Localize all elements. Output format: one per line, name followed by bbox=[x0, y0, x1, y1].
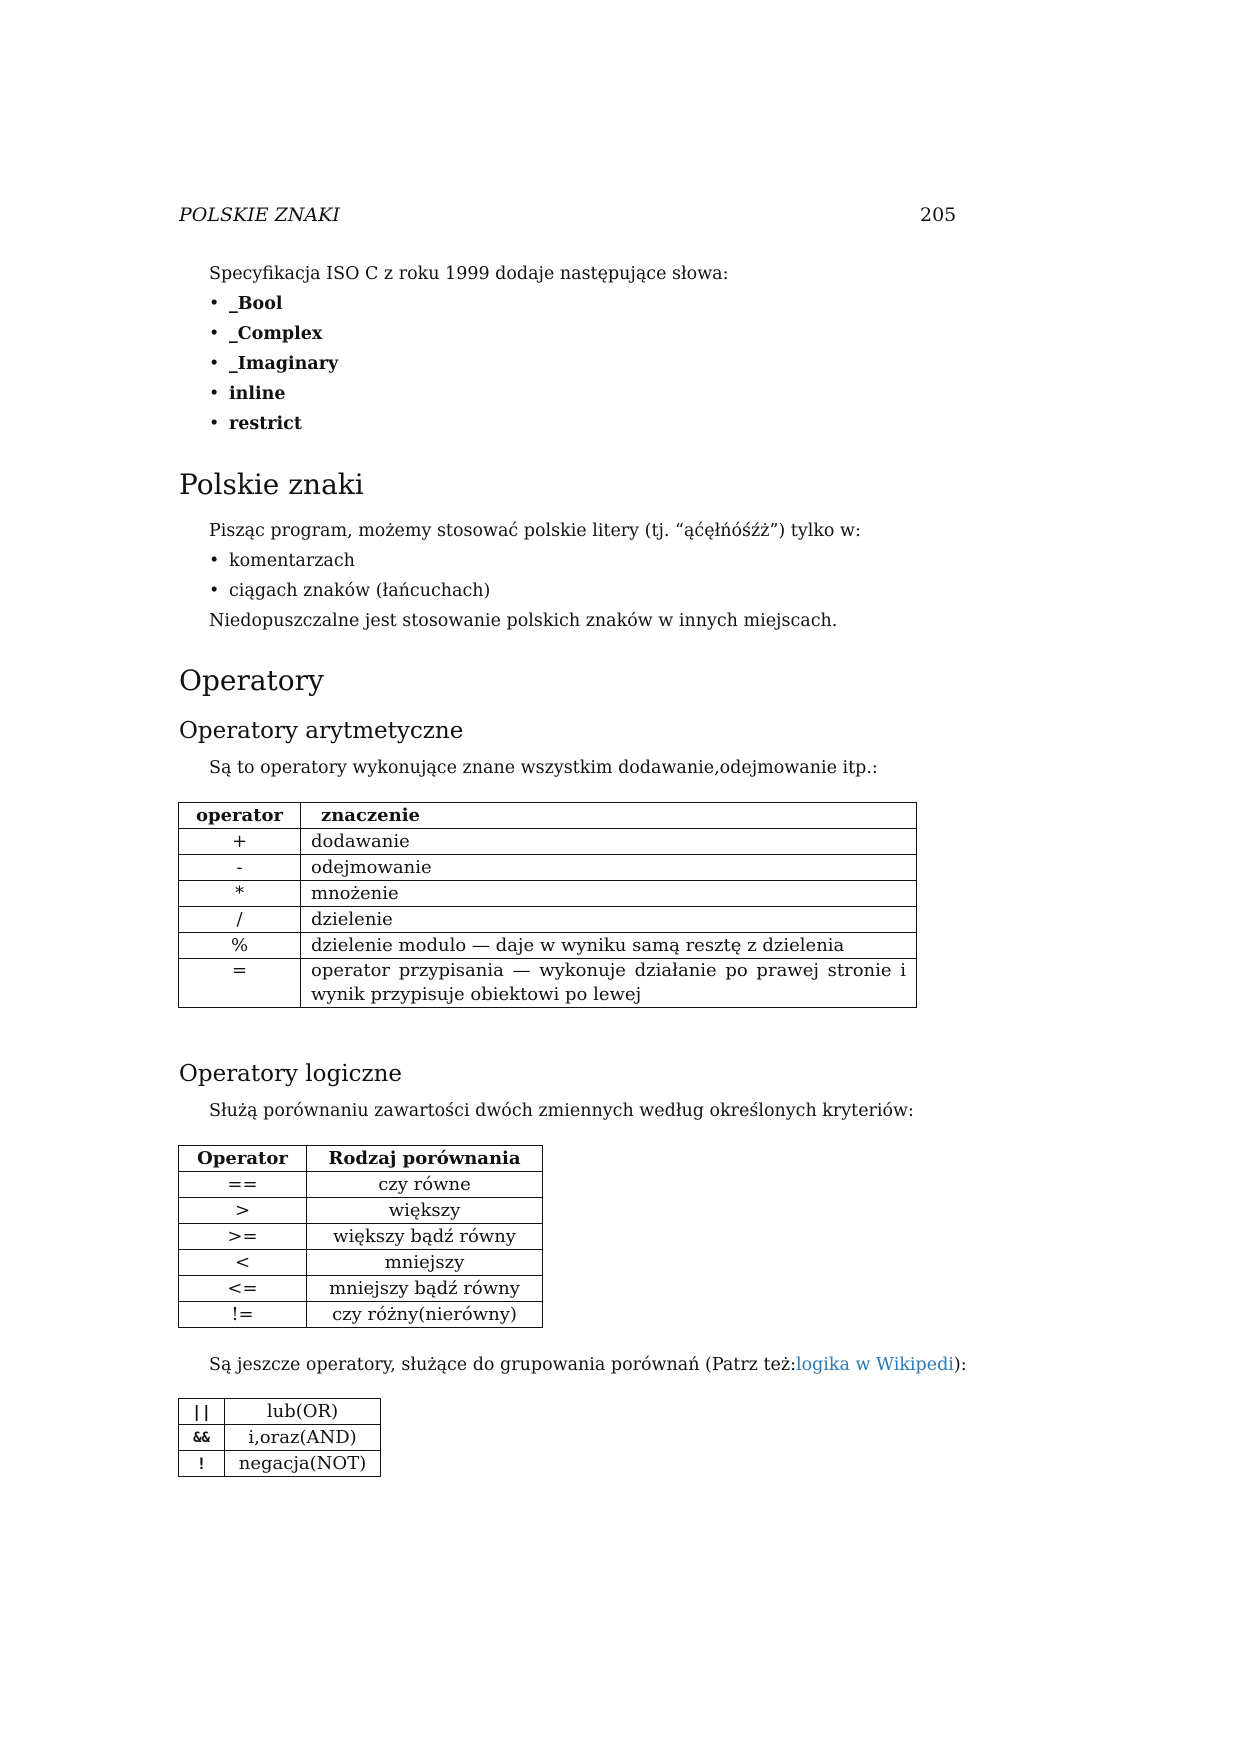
table-row bbox=[179, 959, 917, 1008]
meaning-cell: mnożenie bbox=[301, 881, 917, 907]
table-header-row bbox=[179, 1146, 543, 1172]
grouping-intro-text: Są jeszcze operatory, służące do grupowania porównań (Patrz też: bbox=[209, 1355, 796, 1375]
operator-cell: * bbox=[179, 881, 301, 907]
section-heading-operatory: Operatory bbox=[179, 664, 324, 697]
table-row bbox=[179, 881, 917, 907]
list-item-text: ciągach znaków (łańcuchach) bbox=[229, 581, 491, 601]
list-item: • ciągach znaków (łańcuchach) bbox=[209, 581, 491, 601]
table-row bbox=[179, 1399, 381, 1425]
table-row bbox=[179, 933, 917, 959]
list-item: • _Imaginary bbox=[209, 354, 339, 374]
arithmetic-operators-table bbox=[178, 802, 917, 1008]
subsection-heading-arytmetyczne: Operatory arytmetyczne bbox=[179, 718, 464, 744]
arytmetyczne-intro: Są to operatory wykonujące znane wszystkim dodawanie,odejmowanie itp.: bbox=[209, 758, 878, 778]
keyword: _Complex bbox=[229, 324, 323, 344]
operator-cell: == bbox=[179, 1172, 307, 1198]
wikipedia-link[interactable]: logika w Wikipedi bbox=[795, 1355, 954, 1375]
operator-cell: >= bbox=[179, 1224, 307, 1250]
operator-cell: && bbox=[179, 1425, 225, 1451]
polskie-note: Niedopuszczalne jest stosowanie polskich znaków w innych miejscach. bbox=[209, 611, 838, 631]
comparison-cell: czy różny(nierówny) bbox=[307, 1302, 543, 1328]
table-row bbox=[179, 1250, 543, 1276]
operator-cell: > bbox=[179, 1198, 307, 1224]
comparison-cell: czy równe bbox=[307, 1172, 543, 1198]
keyword: _Bool bbox=[229, 294, 283, 314]
table-row bbox=[179, 829, 917, 855]
list-item: • restrict bbox=[209, 414, 302, 434]
meaning-cell: lub(OR) bbox=[225, 1399, 381, 1425]
operator-cell: + bbox=[179, 829, 301, 855]
list-item: • _Bool bbox=[209, 294, 283, 314]
operator-cell: <= bbox=[179, 1276, 307, 1302]
meaning-cell: dzielenie modulo — daje w wyniku samą resztę z dzielenia bbox=[301, 933, 917, 959]
operator-cell: < bbox=[179, 1250, 307, 1276]
table-row bbox=[179, 907, 917, 933]
comparison-operators-table bbox=[178, 1145, 543, 1328]
polskie-intro: Pisząc program, możemy stosować polskie litery (tj. “ąćęłńóśźż”) tylko w: bbox=[209, 521, 861, 541]
operator-cell: = bbox=[179, 959, 301, 1008]
comparison-cell: mniejszy bbox=[307, 1250, 543, 1276]
list-item: • inline bbox=[209, 384, 286, 404]
logiczne-intro: Służą porównaniu zawartości dwóch zmiennych według określonych kryteriów: bbox=[209, 1101, 914, 1121]
comparison-cell: większy bądź równy bbox=[307, 1224, 543, 1250]
grouping-operators-table bbox=[178, 1398, 381, 1477]
list-item: • _Complex bbox=[209, 324, 323, 344]
table-row bbox=[179, 1451, 381, 1477]
meaning-cell: dzielenie bbox=[301, 907, 917, 933]
operator-cell: || bbox=[179, 1399, 225, 1425]
operator-cell: / bbox=[179, 907, 301, 933]
table-row bbox=[179, 1198, 543, 1224]
table-row bbox=[179, 1302, 543, 1328]
meaning-cell: dodawanie bbox=[301, 829, 917, 855]
column-header: Rodzaj porównania bbox=[307, 1146, 543, 1172]
list-item: • komentarzach bbox=[209, 551, 355, 571]
meaning-cell: operator przypisania — wykonuje działanie po prawej stronie i wynik przypisuje obiektowi po lewej bbox=[301, 959, 917, 1008]
table-row bbox=[179, 1224, 543, 1250]
comparison-cell: większy bbox=[307, 1198, 543, 1224]
running-title: POLSKIE ZNAKI bbox=[179, 204, 340, 226]
column-header: znaczenie bbox=[301, 803, 917, 829]
table-row bbox=[179, 1172, 543, 1198]
column-header: operator bbox=[179, 803, 301, 829]
operator-cell: != bbox=[179, 1302, 307, 1328]
table-header-row bbox=[179, 803, 917, 829]
keyword: inline bbox=[229, 384, 286, 404]
page-number: 205 bbox=[920, 204, 957, 226]
subsection-heading-logiczne: Operatory logiczne bbox=[179, 1061, 402, 1087]
meaning-cell: negacja(NOT) bbox=[225, 1451, 381, 1477]
operator-cell: ! bbox=[179, 1451, 225, 1477]
table-row bbox=[179, 1276, 543, 1302]
comparison-cell: mniejszy bądź równy bbox=[307, 1276, 543, 1302]
section-heading-polskie-znaki: Polskie znaki bbox=[179, 468, 364, 501]
keyword: restrict bbox=[229, 414, 302, 434]
meaning-cell: odejmowanie bbox=[301, 855, 917, 881]
grouping-intro-tail: ): bbox=[953, 1355, 967, 1375]
column-header: Operator bbox=[179, 1146, 307, 1172]
list-item-text: komentarzach bbox=[229, 551, 355, 571]
grouping-intro bbox=[209, 1355, 967, 1375]
keyword: _Imaginary bbox=[229, 354, 339, 374]
meaning-cell: i,oraz(AND) bbox=[225, 1425, 381, 1451]
table-row bbox=[179, 1425, 381, 1451]
operator-cell: % bbox=[179, 933, 301, 959]
operator-cell: - bbox=[179, 855, 301, 881]
iso-intro: Specyfikacja ISO C z roku 1999 dodaje następujące słowa: bbox=[209, 264, 729, 284]
table-row bbox=[179, 855, 917, 881]
